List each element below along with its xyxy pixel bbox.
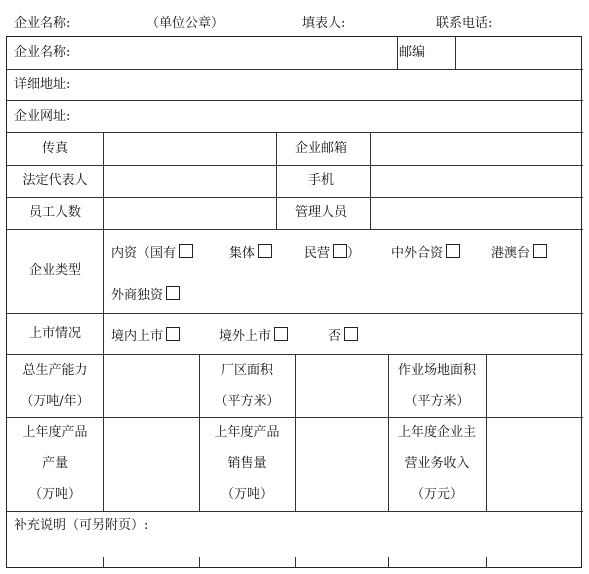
header-company-name: 企业名称: bbox=[14, 16, 71, 31]
capacity-label: 总生产能力 bbox=[22, 363, 88, 378]
checkbox-overseas-listed[interactable]: 境外上市 bbox=[219, 327, 288, 345]
checkbox-square-icon[interactable] bbox=[333, 244, 347, 258]
checkbox-square-icon[interactable] bbox=[258, 244, 272, 258]
checkbox-private[interactable]: 民营 ） bbox=[304, 246, 361, 261]
output-label-2: 产量 bbox=[41, 456, 69, 471]
mobile-label: 手机 bbox=[307, 173, 335, 188]
address-label: 详细地址: bbox=[14, 77, 71, 92]
checkbox-hk-macau-tw[interactable]: 港澳台 bbox=[491, 244, 547, 262]
website-label: 企业网址: bbox=[14, 109, 71, 124]
revenue-label: 上年度企业主 bbox=[397, 425, 477, 440]
staff-count-label: 员工人数 bbox=[28, 205, 82, 220]
company-type-label: 企业类型 bbox=[28, 263, 82, 278]
checkbox-square-icon[interactable] bbox=[166, 286, 180, 300]
work-area-unit: （平方米） bbox=[404, 394, 470, 409]
checkbox-square-icon[interactable] bbox=[344, 327, 358, 341]
company-name-label: 企业名称: bbox=[14, 45, 71, 60]
checkbox-collective[interactable]: 集体 bbox=[229, 244, 272, 262]
email-label: 企业邮箱 bbox=[294, 141, 348, 156]
header-seal: （单位公章） bbox=[146, 16, 225, 31]
checkbox-square-icon[interactable] bbox=[179, 244, 193, 258]
checkbox-square-icon[interactable] bbox=[446, 244, 460, 258]
plant-area-label: 厂区面积 bbox=[220, 363, 274, 378]
fax-label: 传真 bbox=[41, 141, 69, 156]
revenue-unit: （万元） bbox=[410, 487, 464, 502]
revenue-label-2: 营业务收入 bbox=[404, 456, 470, 471]
header-phone: 联系电话: bbox=[436, 16, 493, 31]
output-label: 上年度产品 bbox=[22, 425, 88, 440]
checkbox-square-icon[interactable] bbox=[166, 327, 180, 341]
listing-label: 上市情况 bbox=[28, 326, 82, 341]
checkbox-square-icon[interactable] bbox=[274, 327, 288, 341]
output-unit: （万吨） bbox=[28, 487, 82, 502]
postcode-label: 邮编 bbox=[398, 45, 426, 60]
sales-label: 上年度产品 bbox=[214, 425, 280, 440]
sales-unit: （万吨） bbox=[220, 487, 274, 502]
managers-label: 管理人员 bbox=[294, 205, 348, 220]
checkbox-state-owned[interactable]: 内资（国有 bbox=[111, 244, 193, 262]
checkbox-not-listed[interactable]: 否 bbox=[328, 327, 358, 345]
capacity-unit: （万吨/年） bbox=[20, 394, 90, 409]
checkbox-foreign-owned[interactable]: 外商独资 bbox=[111, 286, 180, 304]
sales-label-2: 销售量 bbox=[227, 456, 267, 471]
enterprise-info-form bbox=[6, 36, 582, 568]
header-filler: 填表人: bbox=[302, 16, 346, 31]
legal-rep-label: 法定代表人 bbox=[22, 173, 88, 188]
notes-label: 补充说明（可另附页）: bbox=[14, 518, 149, 533]
checkbox-square-icon[interactable] bbox=[533, 244, 547, 258]
checkbox-domestic-listed[interactable]: 境内上市 bbox=[111, 327, 180, 345]
plant-area-unit: （平方米） bbox=[214, 394, 280, 409]
work-area-label: 作业场地面积 bbox=[397, 363, 477, 378]
checkbox-joint-venture[interactable]: 中外合资 bbox=[391, 244, 460, 262]
